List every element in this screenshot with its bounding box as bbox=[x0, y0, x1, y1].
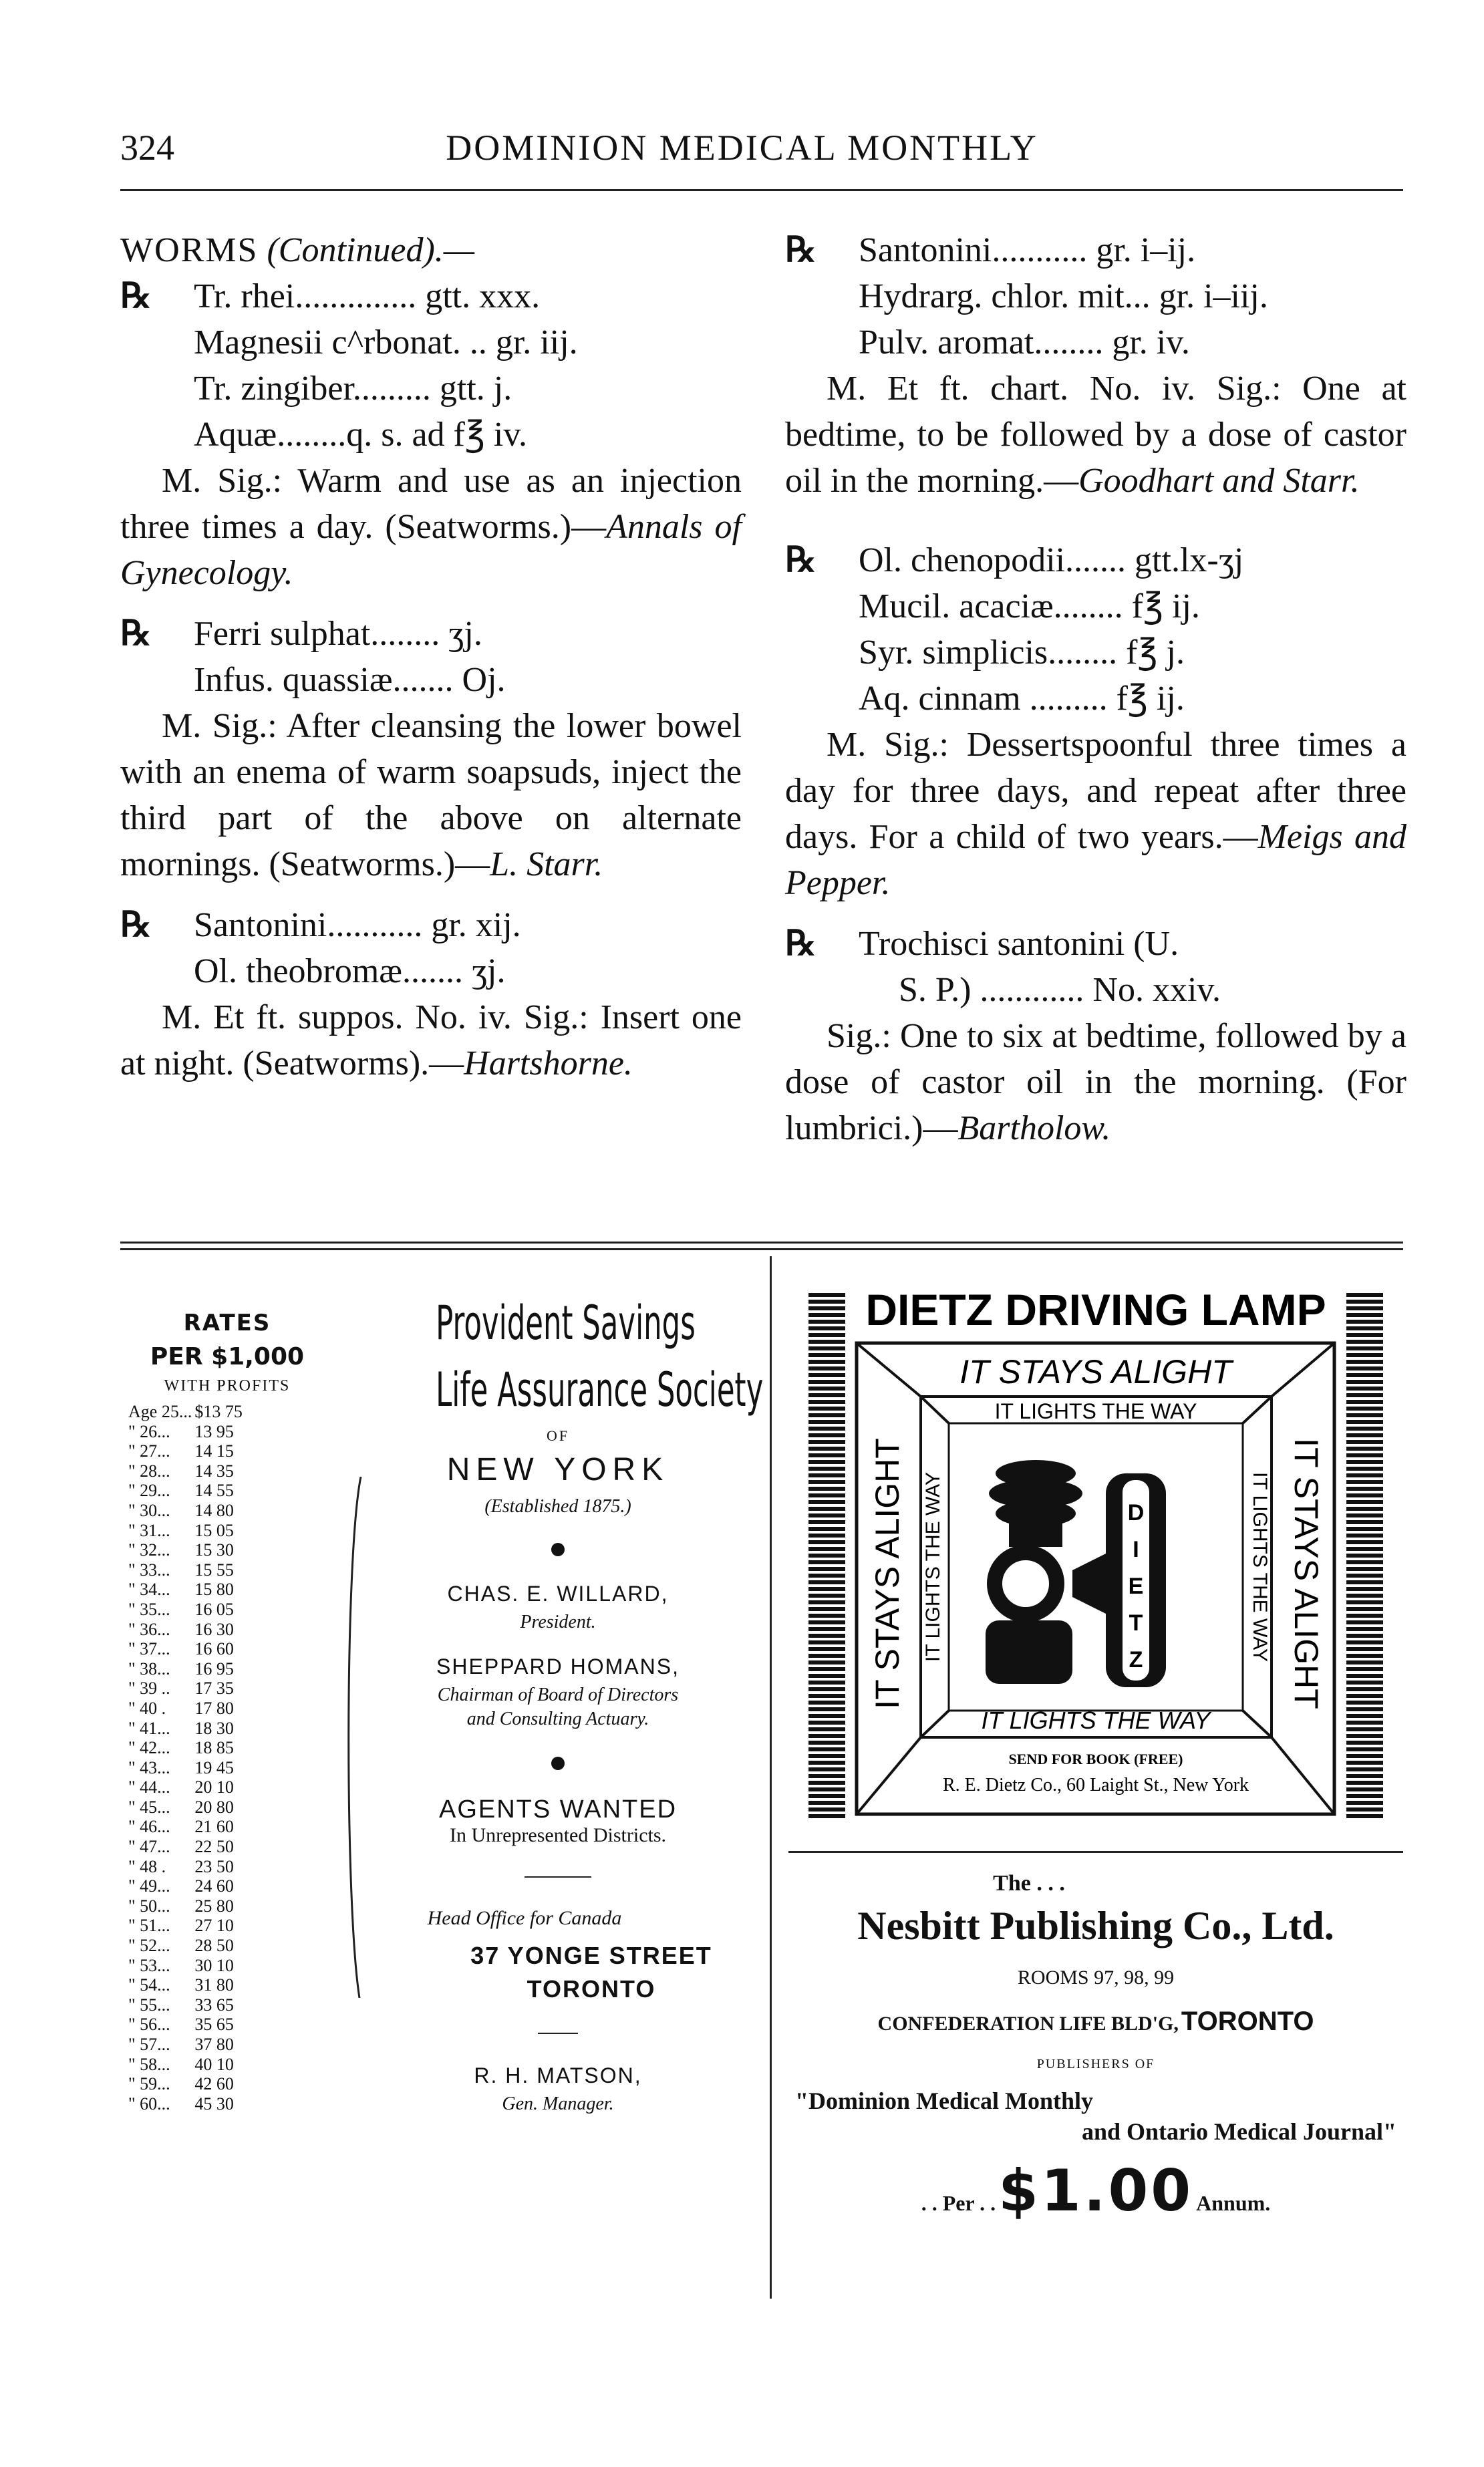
rate-row: " 45... 20 80 bbox=[128, 1797, 234, 1817]
rate-row: " 32... 15 30 bbox=[128, 1540, 234, 1560]
provident-ad bbox=[361, 1290, 764, 2116]
rx-symbol: ℞ bbox=[785, 541, 817, 579]
rate-row: " 46... 21 60 bbox=[128, 1817, 234, 1837]
rate-row: " 57... 37 80 bbox=[128, 2035, 234, 2054]
rx-symbol: ℞ bbox=[785, 925, 817, 963]
provident-city: NEW YORK bbox=[446, 1452, 670, 1487]
rate-row: " 60... 45 30 bbox=[128, 2093, 234, 2114]
rx-ingredients: Tr. rhei.............. gtt. xxx. Magnesii c^rbonat. .. gr. iij. Tr. zingiber......... gtt. j. Aquæ........q. s. ad f℥ iv. bbox=[194, 277, 578, 454]
rates-title: RATES bbox=[183, 1310, 271, 1336]
provident-title-1: Provident Savings bbox=[436, 1296, 696, 1350]
rx-ingredients: Ferri sulphat........ ʒj. Infus. quassiæ....... Oj. bbox=[194, 615, 506, 699]
stays-alight-left: IT STAYS ALIGHT bbox=[869, 1438, 906, 1709]
rx-directions: M. Sig.: After cleansing the lower bowel with an enema of warm soapsuds, inject the third part of the above on alternate mornings. (Seatworms.)—L. Starr. bbox=[120, 707, 742, 883]
section-heading: WORMS (Continued).— bbox=[120, 231, 475, 269]
rx-ingredients: Trochisci santonini (U. S. P.) ............ No. xxiv. bbox=[859, 925, 1221, 1009]
svg-text:Z: Z bbox=[1129, 1647, 1143, 1673]
address-city: TORONTO bbox=[527, 1975, 656, 2003]
rate-row: " 48 . 23 50 bbox=[128, 1856, 234, 1876]
svg-text:D: D bbox=[1127, 1500, 1145, 1526]
rates-subtitle: PER $1,000 bbox=[150, 1343, 305, 1370]
provident-established: (Established 1875.) bbox=[484, 1496, 631, 1517]
page-number: 324 bbox=[120, 128, 174, 168]
rate-row: " 59... 42 60 bbox=[128, 2074, 234, 2094]
rate-row: Age 25... $13 75 bbox=[128, 1402, 243, 1421]
divider bbox=[538, 2033, 578, 2034]
rate-row: " 49... 24 60 bbox=[128, 1876, 234, 1896]
rate-row: " 53... 30 10 bbox=[128, 1955, 234, 1975]
running-title: DOMINION MEDICAL MONTHLY bbox=[446, 128, 1038, 168]
left-column bbox=[120, 227, 742, 1086]
rate-row: " 26... 13 95 bbox=[128, 1421, 234, 1441]
rx-symbol: ℞ bbox=[120, 906, 152, 944]
rate-row: " 35... 16 05 bbox=[128, 1599, 234, 1619]
ad-separator bbox=[788, 1851, 1403, 1853]
rates-table bbox=[127, 1310, 327, 2114]
rate-row: " 33... 15 55 bbox=[128, 1560, 234, 1580]
divider bbox=[525, 1876, 591, 1878]
rate-row: " 37... 16 60 bbox=[128, 1639, 234, 1659]
prescription bbox=[785, 227, 1406, 366]
rate-row: " 40 . 17 80 bbox=[128, 1698, 234, 1718]
ads-rule-top bbox=[120, 1242, 1403, 1244]
nesbitt-journal-1: "Dominion Medical Monthly bbox=[795, 2087, 1093, 2114]
rates-rows bbox=[127, 1402, 244, 2114]
header-rule bbox=[120, 189, 1403, 191]
prescription bbox=[785, 921, 1406, 1013]
chairman-name: SHEPPARD HOMANS, bbox=[436, 1654, 680, 1679]
rate-row: " 38... 16 95 bbox=[128, 1658, 234, 1679]
stays-alight-top: IT STAYS ALIGHT bbox=[959, 1353, 1232, 1391]
rate-row: " 44... 20 10 bbox=[128, 1777, 234, 1797]
rate-row: " 42... 18 85 bbox=[128, 1738, 234, 1758]
president-title: President. bbox=[520, 1612, 596, 1632]
agents-wanted: AGENTS WANTED bbox=[438, 1795, 678, 1824]
stays-alight-right: IT STAYS ALIGHT bbox=[1288, 1438, 1325, 1709]
rate-row: " 41... 18 30 bbox=[128, 1718, 234, 1738]
rate-row: " 43... 19 45 bbox=[128, 1757, 234, 1777]
rate-row: " 58... 40 10 bbox=[128, 2054, 234, 2074]
chairman-title-1: Chairman of Board of Directors bbox=[437, 1685, 679, 1705]
rate-row: " 52... 28 50 bbox=[128, 1936, 234, 1956]
ads-divider bbox=[770, 1256, 772, 2299]
manager-title: Gen. Manager. bbox=[502, 2093, 614, 2114]
nesbitt-the: The . . . bbox=[993, 1871, 1065, 1896]
right-column bbox=[785, 227, 1406, 1151]
rate-row: " 34... 15 80 bbox=[128, 1580, 234, 1600]
rx-directions: M. Et ft. suppos. No. iv. Sig.: Insert one at night. (Seatworms).—Hartshorne. bbox=[120, 998, 742, 1082]
rx-ingredients: Ol. chenopodii....... gtt.lx-ʒj Mucil. acaciæ........ f℥ ij. Syr. simplicis........ f℥ j. Aq. cinnam ......... f℥ ij. bbox=[859, 541, 1244, 718]
rate-row: " 50... 25 80 bbox=[128, 1896, 234, 1916]
bullet-icon bbox=[551, 1543, 565, 1556]
rate-row: " 28... 14 35 bbox=[128, 1461, 234, 1481]
provident-title-2: Life Assurance Society bbox=[436, 1362, 764, 1417]
lights-way-bottom: IT LIGHTS THE WAY bbox=[981, 1707, 1211, 1734]
rx-ingredients: Santonini........... gr. i–ij. Hydrarg. chlor. mit... gr. i–iij. Pulv. aromat........ gr. iv. bbox=[859, 231, 1268, 361]
rx-symbol: ℞ bbox=[120, 615, 152, 653]
rx-directions: Sig.: One to six at bedtime, followed by a dose of castor oil in the morning. (For lumbrici.)—Bartholow. bbox=[785, 1017, 1406, 1147]
rate-row: " 31... 15 05 bbox=[128, 1520, 234, 1540]
rate-row: " 54... 31 80 bbox=[128, 1975, 234, 1995]
head-office-label: Head Office for Canada bbox=[427, 1907, 622, 1929]
rates-note: WITH PROFITS bbox=[164, 1377, 291, 1395]
manager-name: R. H. MATSON, bbox=[474, 2063, 642, 2087]
agents-districts: In Unrepresented Districts. bbox=[449, 1824, 667, 1846]
lights-way-left: IT LIGHTS THE WAY bbox=[922, 1472, 944, 1662]
nesbitt-publishers: PUBLISHERS OF bbox=[1036, 2057, 1155, 2071]
provident-of: OF bbox=[546, 1427, 570, 1444]
rx-directions: M. Et ft. chart. No. iv. Sig.: One at bedtime, to be followed by a dose of castor oil in the morning.—Goodhart and Starr. bbox=[785, 370, 1406, 500]
rx-directions: M. Sig.: Dessertspoonful three times a day for three days, and repeat after three days. For a child of two years.—Meigs and Pepper. bbox=[785, 726, 1406, 902]
rate-row: " 29... 14 55 bbox=[128, 1481, 234, 1501]
svg-text:E: E bbox=[1128, 1574, 1144, 1599]
dietz-book: SEND FOR BOOK (FREE) bbox=[1008, 1751, 1183, 1767]
rx-symbol: ℞ bbox=[785, 231, 817, 269]
rate-row: " 47... 22 50 bbox=[128, 1837, 234, 1857]
nesbitt-name: Nesbitt Publishing Co., Ltd. bbox=[857, 1904, 1334, 1948]
nesbitt-journal-2: and Ontario Medical Journal" bbox=[1081, 2118, 1396, 2145]
lights-way-top: IT LIGHTS THE WAY bbox=[994, 1399, 1197, 1423]
prescription bbox=[785, 537, 1406, 722]
nesbitt-ad bbox=[788, 1871, 1403, 2224]
dietz-company: R. E. Dietz Co., 60 Laight St., New York bbox=[942, 1775, 1249, 1795]
prescription bbox=[120, 902, 742, 994]
rate-row: " 36... 16 30 bbox=[128, 1619, 234, 1639]
rate-row: " 30... 14 80 bbox=[128, 1500, 234, 1520]
rx-symbol: ℞ bbox=[120, 277, 152, 315]
rate-row: " 27... 14 15 bbox=[128, 1441, 234, 1461]
president-name: CHAS. E. WILLARD, bbox=[447, 1582, 669, 1606]
chairman-title-2: and Consulting Actuary. bbox=[466, 1709, 649, 1729]
rx-ingredients: Santonini........... gr. xij. Ol. theobromæ....... ʒj. bbox=[194, 906, 521, 990]
prescription bbox=[120, 611, 742, 703]
rate-row: " 55... 33 65 bbox=[128, 1995, 234, 2015]
svg-text:I: I bbox=[1133, 1537, 1139, 1562]
dietz-title: DIETZ DRIVING LAMP bbox=[865, 1286, 1326, 1334]
rate-row: " 39 .. 17 35 bbox=[128, 1679, 234, 1699]
nesbitt-price-line: . . Per . . $1.00 Annum. bbox=[921, 2158, 1271, 2224]
bullet-icon bbox=[551, 1757, 565, 1770]
nesbitt-rooms: ROOMS 97, 98, 99 bbox=[1017, 1967, 1175, 1989]
lights-way-right: IT LIGHTS THE WAY bbox=[1249, 1472, 1271, 1662]
ads-rule-bottom bbox=[120, 1248, 1403, 1250]
rx-directions: M. Sig.: Warm and use as an injection three times a day. (Seatworms.)—Annals of Gynecology. bbox=[120, 462, 742, 592]
address-street: 37 YONGE STREET bbox=[470, 1942, 712, 1969]
svg-text:T: T bbox=[1129, 1610, 1143, 1636]
dietz-lamp-ad bbox=[808, 1286, 1383, 1828]
rate-row: " 56... 35 65 bbox=[128, 2015, 234, 2035]
prescription bbox=[120, 273, 742, 458]
rate-row: " 51... 27 10 bbox=[128, 1916, 234, 1936]
nesbitt-building-line: CONFEDERATION LIFE BLD'G, TORONTO bbox=[877, 2007, 1314, 2036]
